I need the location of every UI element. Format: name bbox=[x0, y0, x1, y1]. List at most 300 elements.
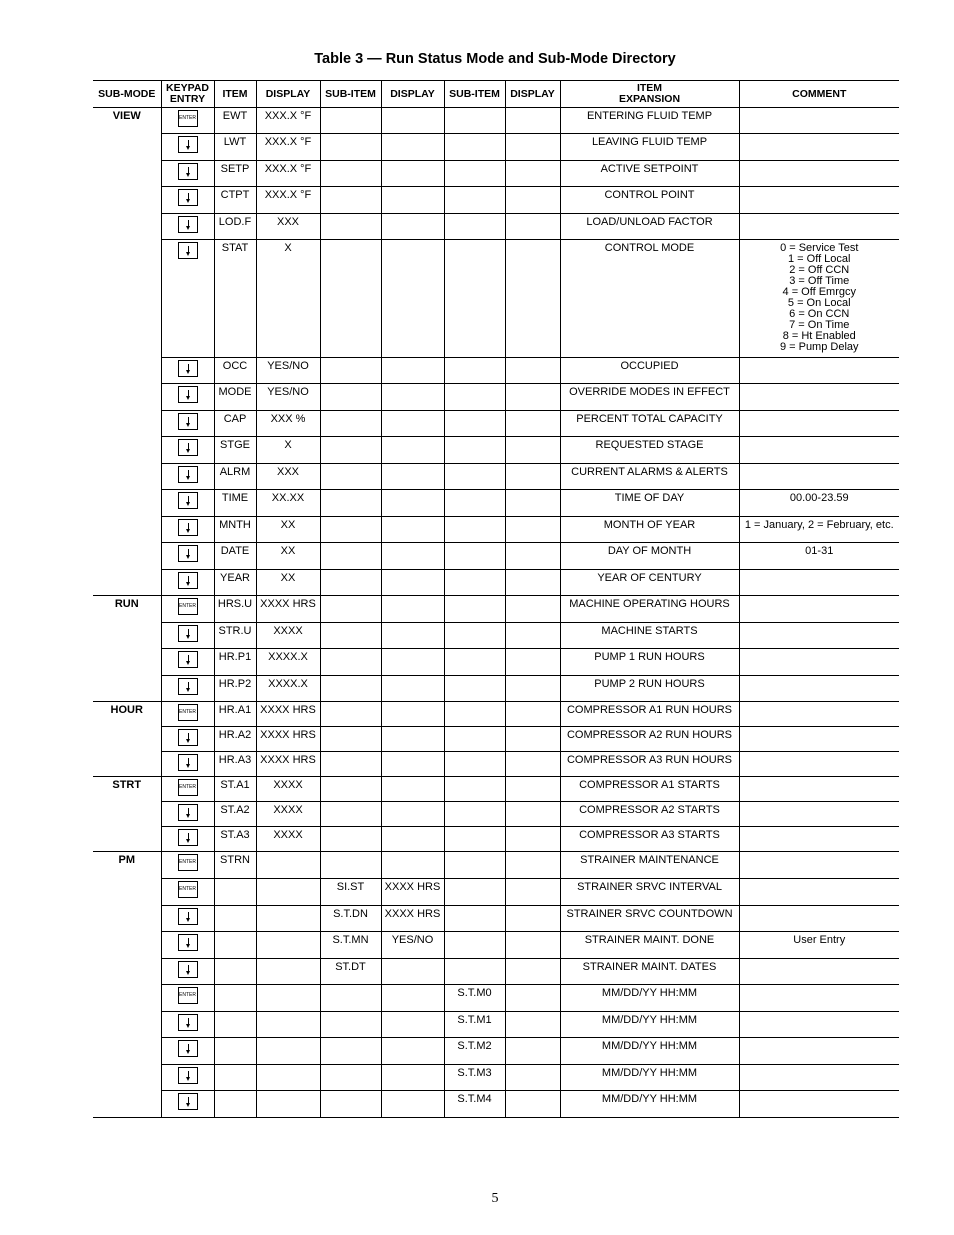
item-cell: TIME bbox=[214, 490, 256, 517]
keypad-entry-cell bbox=[161, 240, 214, 358]
display-cell: YES/NO bbox=[256, 358, 320, 384]
sub-display-cell bbox=[381, 1038, 444, 1065]
down-arrow-key-icon[interactable] bbox=[178, 961, 198, 978]
comment-cell bbox=[739, 187, 899, 214]
item-cell: SETP bbox=[214, 161, 256, 187]
sub-item-cell: SI.ST bbox=[320, 879, 381, 906]
sub-mode-cell: PM bbox=[93, 852, 161, 879]
sub-item-2-cell bbox=[444, 108, 505, 134]
sub-display-2-cell bbox=[505, 727, 560, 752]
keypad-entry-cell bbox=[161, 879, 214, 906]
comment-cell bbox=[739, 985, 899, 1012]
sub-item-cell bbox=[320, 623, 381, 649]
down-arrow-key-icon[interactable] bbox=[178, 492, 198, 509]
item-cell: EWT bbox=[214, 108, 256, 134]
header-sub-display: DISPLAY bbox=[381, 81, 444, 108]
sub-display-cell bbox=[381, 240, 444, 358]
enter-key-icon[interactable]: ENTER bbox=[178, 779, 198, 796]
page-number: 5 bbox=[491, 1191, 499, 1206]
comment-cell bbox=[739, 1012, 899, 1038]
sub-display-cell bbox=[381, 437, 444, 464]
down-arrow-key-icon[interactable] bbox=[178, 1067, 198, 1084]
item-cell: STGE bbox=[214, 437, 256, 464]
sub-item-2-cell: S.T.M0 bbox=[444, 985, 505, 1012]
display-cell: XXXX HRS bbox=[256, 596, 320, 623]
sub-mode-cell bbox=[93, 384, 161, 411]
comment-cell bbox=[739, 1091, 899, 1118]
sub-item-2-cell bbox=[444, 702, 505, 727]
keypad-entry-cell bbox=[161, 464, 214, 490]
sub-mode-cell bbox=[93, 985, 161, 1012]
sub-display-cell bbox=[381, 543, 444, 570]
table-row bbox=[93, 959, 899, 985]
display-cell: XXXX bbox=[256, 777, 320, 802]
sub-mode-cell: HOUR bbox=[93, 702, 161, 727]
sub-mode-cell: RUN bbox=[93, 596, 161, 623]
item-expansion-cell: LOAD/UNLOAD FACTOR bbox=[560, 214, 739, 240]
sub-mode-cell bbox=[93, 906, 161, 932]
item-cell: LWT bbox=[214, 134, 256, 161]
sub-item-cell: S.T.MN bbox=[320, 932, 381, 959]
table-row bbox=[93, 777, 899, 802]
sub-display-cell: XXXX HRS bbox=[381, 906, 444, 932]
item-cell: STR.U bbox=[214, 623, 256, 649]
down-arrow-key-icon[interactable] bbox=[178, 136, 198, 153]
item-cell: ALRM bbox=[214, 464, 256, 490]
item-expansion-cell: MACHINE OPERATING HOURS bbox=[560, 596, 739, 623]
item-expansion-cell: ENTERING FLUID TEMP bbox=[560, 108, 739, 134]
sub-item-2-cell bbox=[444, 623, 505, 649]
sub-mode-cell bbox=[93, 959, 161, 985]
down-arrow-key-icon[interactable] bbox=[178, 1040, 198, 1057]
sub-item-cell bbox=[320, 752, 381, 777]
item-cell bbox=[214, 1012, 256, 1038]
sub-item-cell bbox=[320, 134, 381, 161]
sub-item-2-cell bbox=[444, 959, 505, 985]
down-arrow-key-icon[interactable] bbox=[178, 804, 198, 821]
item-expansion-cell: COMPRESSOR A2 RUN HOURS bbox=[560, 727, 739, 752]
sub-display-cell bbox=[381, 464, 444, 490]
sub-display-cell bbox=[381, 959, 444, 985]
keypad-entry-cell bbox=[161, 517, 214, 543]
comment-cell bbox=[739, 959, 899, 985]
sub-display-cell bbox=[381, 108, 444, 134]
sub-display-cell bbox=[381, 134, 444, 161]
table-row bbox=[93, 852, 899, 879]
down-arrow-key-icon[interactable] bbox=[178, 754, 198, 771]
sub-display-cell bbox=[381, 649, 444, 676]
table-body bbox=[93, 108, 899, 1118]
sub-item-2-cell bbox=[444, 752, 505, 777]
item-cell bbox=[214, 985, 256, 1012]
display-cell: XXX bbox=[256, 214, 320, 240]
comment-cell bbox=[739, 411, 899, 437]
item-cell: HR.P1 bbox=[214, 649, 256, 676]
enter-key-icon[interactable]: ENTER bbox=[178, 110, 198, 127]
item-cell bbox=[214, 1091, 256, 1118]
sub-display-2-cell bbox=[505, 1065, 560, 1091]
down-arrow-key-icon[interactable] bbox=[178, 829, 198, 846]
display-cell bbox=[256, 852, 320, 879]
comment-list-line: 9 = Pump Delay bbox=[779, 341, 859, 353]
comment-cell bbox=[739, 358, 899, 384]
enter-key-icon[interactable]: ENTER bbox=[178, 598, 198, 615]
comment-cell bbox=[739, 1065, 899, 1091]
display-cell: XXX % bbox=[256, 411, 320, 437]
enter-key-icon[interactable]: ENTER bbox=[178, 704, 198, 721]
item-expansion-cell: TIME OF DAY bbox=[560, 490, 739, 517]
header-row bbox=[93, 81, 899, 108]
table-row bbox=[93, 1012, 899, 1038]
comment-cell: User Entry bbox=[739, 932, 899, 959]
display-cell bbox=[256, 985, 320, 1012]
header-sub-mode: SUB-MODE bbox=[93, 81, 161, 108]
down-arrow-key-icon[interactable] bbox=[178, 519, 198, 536]
down-arrow-key-icon[interactable] bbox=[178, 572, 198, 589]
down-arrow-key-icon[interactable] bbox=[178, 360, 198, 377]
sub-display-cell bbox=[381, 852, 444, 879]
down-arrow-key-icon[interactable] bbox=[178, 439, 198, 456]
table-row bbox=[93, 187, 899, 214]
comment-cell bbox=[739, 649, 899, 676]
down-arrow-key-icon[interactable] bbox=[178, 625, 198, 642]
sub-mode-cell bbox=[93, 676, 161, 702]
sub-item-2-cell bbox=[444, 727, 505, 752]
sub-mode-cell bbox=[93, 437, 161, 464]
comment-list-line: 1 = Off Local bbox=[788, 253, 851, 265]
header-keypad-entry bbox=[161, 81, 214, 108]
enter-key-icon[interactable]: ENTER bbox=[178, 987, 198, 1004]
sub-display-2-cell bbox=[505, 214, 560, 240]
sub-item-2-cell bbox=[444, 384, 505, 411]
down-arrow-key-icon[interactable] bbox=[178, 908, 198, 925]
sub-display-2-cell bbox=[505, 161, 560, 187]
down-arrow-key-icon[interactable] bbox=[178, 163, 198, 180]
item-expansion-cell: LEAVING FLUID TEMP bbox=[560, 134, 739, 161]
sub-item-2-cell bbox=[444, 517, 505, 543]
comment-cell bbox=[739, 852, 899, 879]
comment-cell bbox=[739, 752, 899, 777]
sub-item-2-cell: S.T.M2 bbox=[444, 1038, 505, 1065]
item-cell bbox=[214, 1038, 256, 1065]
sub-item-2-cell bbox=[444, 596, 505, 623]
keypad-entry-cell bbox=[161, 1091, 214, 1118]
display-cell: XX bbox=[256, 543, 320, 570]
header-display: DISPLAY bbox=[256, 81, 320, 108]
display-cell: XX.XX bbox=[256, 490, 320, 517]
item-expansion-cell: ACTIVE SETPOINT bbox=[560, 161, 739, 187]
item-cell bbox=[214, 906, 256, 932]
table-row bbox=[93, 1065, 899, 1091]
sub-mode-cell bbox=[93, 1038, 161, 1065]
comment-cell bbox=[739, 1038, 899, 1065]
sub-item-2-cell bbox=[444, 358, 505, 384]
sub-item-2-cell bbox=[444, 676, 505, 702]
table-row bbox=[93, 108, 899, 134]
sub-display-2-cell bbox=[505, 1091, 560, 1118]
table-row bbox=[93, 517, 899, 543]
down-arrow-key-icon[interactable] bbox=[178, 466, 198, 483]
table-row bbox=[93, 985, 899, 1012]
sub-item-cell bbox=[320, 596, 381, 623]
item-expansion-cell: PUMP 2 RUN HOURS bbox=[560, 676, 739, 702]
sub-display-2-cell bbox=[505, 959, 560, 985]
item-cell bbox=[214, 959, 256, 985]
sub-display-2-cell bbox=[505, 1038, 560, 1065]
sub-item-cell bbox=[320, 108, 381, 134]
sub-display-cell bbox=[381, 623, 444, 649]
sub-item-2-cell bbox=[444, 543, 505, 570]
item-expansion-cell: STRAINER SRVC INTERVAL bbox=[560, 879, 739, 906]
keypad-entry-cell bbox=[161, 777, 214, 802]
keypad-entry-cell bbox=[161, 437, 214, 464]
sub-item-cell bbox=[320, 570, 381, 596]
sub-display-cell bbox=[381, 570, 444, 596]
sub-display-2-cell bbox=[505, 852, 560, 879]
table-row bbox=[93, 727, 899, 752]
sub-item-2-cell bbox=[444, 490, 505, 517]
sub-item-cell bbox=[320, 676, 381, 702]
table-row bbox=[93, 214, 899, 240]
down-arrow-key-icon[interactable] bbox=[178, 729, 198, 746]
item-expansion-cell: YEAR OF CENTURY bbox=[560, 570, 739, 596]
enter-key-icon[interactable]: ENTER bbox=[178, 854, 198, 871]
keypad-entry-cell bbox=[161, 1012, 214, 1038]
comment-cell bbox=[739, 879, 899, 906]
sub-item-cell bbox=[320, 517, 381, 543]
header-sub-item-2: SUB-ITEM bbox=[444, 81, 505, 108]
sub-item-2-cell bbox=[444, 879, 505, 906]
sub-item-2-cell bbox=[444, 464, 505, 490]
sub-item-cell bbox=[320, 240, 381, 358]
comment-list-line: 0 = Service Test bbox=[780, 242, 859, 254]
sub-display-cell bbox=[381, 777, 444, 802]
item-cell: CTPT bbox=[214, 187, 256, 214]
sub-display-2-cell bbox=[505, 517, 560, 543]
item-cell bbox=[214, 1065, 256, 1091]
comment-cell bbox=[739, 134, 899, 161]
sub-item-cell bbox=[320, 1065, 381, 1091]
table-row bbox=[93, 161, 899, 187]
sub-item-2-cell: S.T.M3 bbox=[444, 1065, 505, 1091]
item-expansion-cell: COMPRESSOR A2 STARTS bbox=[560, 802, 739, 827]
sub-item-2-cell bbox=[444, 161, 505, 187]
sub-item-2-cell: S.T.M1 bbox=[444, 1012, 505, 1038]
keypad-entry-cell bbox=[161, 358, 214, 384]
sub-mode-cell bbox=[93, 932, 161, 959]
down-arrow-key-icon[interactable] bbox=[178, 216, 198, 233]
keypad-entry-cell bbox=[161, 570, 214, 596]
table-row bbox=[93, 649, 899, 676]
sub-item-cell bbox=[320, 214, 381, 240]
sub-display-2-cell bbox=[505, 490, 560, 517]
table-row bbox=[93, 879, 899, 906]
item-cell: ST.A1 bbox=[214, 777, 256, 802]
sub-display-2-cell bbox=[505, 879, 560, 906]
sub-display-cell bbox=[381, 752, 444, 777]
table-row bbox=[93, 411, 899, 437]
comment-cell bbox=[739, 214, 899, 240]
header-expansion-line2: EXPANSION bbox=[618, 93, 681, 105]
item-cell: HR.A1 bbox=[214, 702, 256, 727]
down-arrow-key-icon[interactable] bbox=[178, 1093, 198, 1110]
item-cell: HR.A3 bbox=[214, 752, 256, 777]
keypad-entry-cell bbox=[161, 827, 214, 852]
comment-cell bbox=[739, 802, 899, 827]
table-row bbox=[93, 623, 899, 649]
sub-mode-cell bbox=[93, 879, 161, 906]
sub-display-cell bbox=[381, 411, 444, 437]
item-expansion-cell: PERCENT TOTAL CAPACITY bbox=[560, 411, 739, 437]
comment-list-line: 7 = On Time bbox=[789, 319, 850, 331]
sub-display-cell bbox=[381, 161, 444, 187]
table-row bbox=[93, 932, 899, 959]
sub-item-cell bbox=[320, 1038, 381, 1065]
sub-display-2-cell bbox=[505, 676, 560, 702]
sub-mode-cell bbox=[93, 411, 161, 437]
table-row bbox=[93, 1038, 899, 1065]
keypad-entry-cell bbox=[161, 676, 214, 702]
sub-item-2-cell bbox=[444, 187, 505, 214]
display-cell: XXXX.X bbox=[256, 676, 320, 702]
sub-mode-cell bbox=[93, 517, 161, 543]
item-expansion-cell: COMPRESSOR A1 RUN HOURS bbox=[560, 702, 739, 727]
sub-display-2-cell bbox=[505, 649, 560, 676]
item-expansion-cell: REQUESTED STAGE bbox=[560, 437, 739, 464]
table-row bbox=[93, 802, 899, 827]
sub-display-2-cell bbox=[505, 437, 560, 464]
sub-display-cell bbox=[381, 802, 444, 827]
item-expansion-cell: STRAINER MAINT. DONE bbox=[560, 932, 739, 959]
item-expansion-cell: STRAINER SRVC COUNTDOWN bbox=[560, 906, 739, 932]
enter-key-icon[interactable]: ENTER bbox=[178, 881, 198, 898]
sub-mode-cell bbox=[93, 623, 161, 649]
table-row bbox=[93, 676, 899, 702]
item-expansion-cell: CURRENT ALARMS & ALERTS bbox=[560, 464, 739, 490]
display-cell bbox=[256, 906, 320, 932]
sub-mode-cell bbox=[93, 187, 161, 214]
item-expansion-cell: COMPRESSOR A3 STARTS bbox=[560, 827, 739, 852]
sub-mode-cell bbox=[93, 214, 161, 240]
sub-display-cell bbox=[381, 490, 444, 517]
comment-cell bbox=[739, 827, 899, 852]
table-row bbox=[93, 827, 899, 852]
item-expansion-cell: MM/DD/YY HH:MM bbox=[560, 1091, 739, 1118]
sub-mode-cell: STRT bbox=[93, 777, 161, 802]
display-cell: XXXX bbox=[256, 623, 320, 649]
sub-display-cell bbox=[381, 187, 444, 214]
item-cell: LOD.F bbox=[214, 214, 256, 240]
display-cell bbox=[256, 1065, 320, 1091]
sub-item-cell: ST.DT bbox=[320, 959, 381, 985]
down-arrow-key-icon[interactable] bbox=[178, 242, 198, 259]
down-arrow-key-icon[interactable] bbox=[178, 934, 198, 951]
sub-mode-cell bbox=[93, 727, 161, 752]
down-arrow-key-icon[interactable] bbox=[178, 651, 198, 668]
sub-display-cell bbox=[381, 727, 444, 752]
sub-display-cell bbox=[381, 1091, 444, 1118]
down-arrow-key-icon[interactable] bbox=[178, 545, 198, 562]
sub-item-cell bbox=[320, 543, 381, 570]
header-comment: COMMENT bbox=[739, 81, 899, 108]
header-expansion-line1: ITEM bbox=[636, 82, 663, 94]
display-cell bbox=[256, 932, 320, 959]
comment-cell bbox=[739, 570, 899, 596]
down-arrow-key-icon[interactable] bbox=[178, 678, 198, 695]
table-row bbox=[93, 543, 899, 570]
keypad-entry-cell bbox=[161, 702, 214, 727]
comment-cell bbox=[739, 384, 899, 411]
sub-item-2-cell bbox=[444, 437, 505, 464]
table-row bbox=[93, 752, 899, 777]
table-title: Table 3 — Run Status Mode and Sub-Mode Directory bbox=[314, 51, 676, 67]
item-cell: HRS.U bbox=[214, 596, 256, 623]
item-expansion-cell: MONTH OF YEAR bbox=[560, 517, 739, 543]
keypad-entry-cell bbox=[161, 1038, 214, 1065]
item-cell: STAT bbox=[214, 240, 256, 358]
keypad-entry-cell bbox=[161, 932, 214, 959]
sub-mode-cell bbox=[93, 1012, 161, 1038]
sub-item-2-cell bbox=[444, 134, 505, 161]
keypad-entry-cell bbox=[161, 1065, 214, 1091]
down-arrow-key-icon[interactable] bbox=[178, 386, 198, 403]
item-cell: OCC bbox=[214, 358, 256, 384]
sub-display-2-cell bbox=[505, 358, 560, 384]
down-arrow-key-icon[interactable] bbox=[178, 189, 198, 206]
comment-cell bbox=[739, 240, 899, 358]
run-status-directory-table bbox=[93, 80, 899, 1118]
sub-display-cell bbox=[381, 384, 444, 411]
sub-item-2-cell bbox=[444, 852, 505, 879]
item-cell: ST.A3 bbox=[214, 827, 256, 852]
sub-item-cell bbox=[320, 384, 381, 411]
item-cell: ST.A2 bbox=[214, 802, 256, 827]
sub-display-2-cell bbox=[505, 411, 560, 437]
sub-mode-cell bbox=[93, 358, 161, 384]
table-row bbox=[93, 702, 899, 727]
sub-display-2-cell bbox=[505, 752, 560, 777]
item-cell bbox=[214, 932, 256, 959]
sub-item-cell bbox=[320, 702, 381, 727]
down-arrow-key-icon[interactable] bbox=[178, 1014, 198, 1031]
keypad-entry-cell bbox=[161, 490, 214, 517]
sub-mode-cell bbox=[93, 490, 161, 517]
header-item: ITEM bbox=[214, 81, 256, 108]
comment-cell bbox=[739, 437, 899, 464]
sub-display-2-cell bbox=[505, 240, 560, 358]
comment-cell bbox=[739, 727, 899, 752]
sub-display-2-cell bbox=[505, 702, 560, 727]
sub-mode-cell: VIEW bbox=[93, 108, 161, 134]
comment-cell: 01-31 bbox=[739, 543, 899, 570]
display-cell bbox=[256, 879, 320, 906]
item-expansion-cell: MM/DD/YY HH:MM bbox=[560, 1065, 739, 1091]
item-expansion-cell: CONTROL POINT bbox=[560, 187, 739, 214]
sub-display-2-cell bbox=[505, 777, 560, 802]
keypad-entry-cell bbox=[161, 108, 214, 134]
keypad-entry-cell bbox=[161, 543, 214, 570]
table-row bbox=[93, 240, 899, 358]
display-cell: XXX.X °F bbox=[256, 187, 320, 214]
keypad-entry-cell bbox=[161, 596, 214, 623]
down-arrow-key-icon[interactable] bbox=[178, 413, 198, 430]
sub-mode-cell bbox=[93, 827, 161, 852]
comment-list-line: 2 = Off CCN bbox=[789, 264, 850, 276]
display-cell: X bbox=[256, 437, 320, 464]
display-cell: XXXX.X bbox=[256, 649, 320, 676]
item-expansion-cell: OCCUPIED bbox=[560, 358, 739, 384]
comment-cell bbox=[739, 108, 899, 134]
